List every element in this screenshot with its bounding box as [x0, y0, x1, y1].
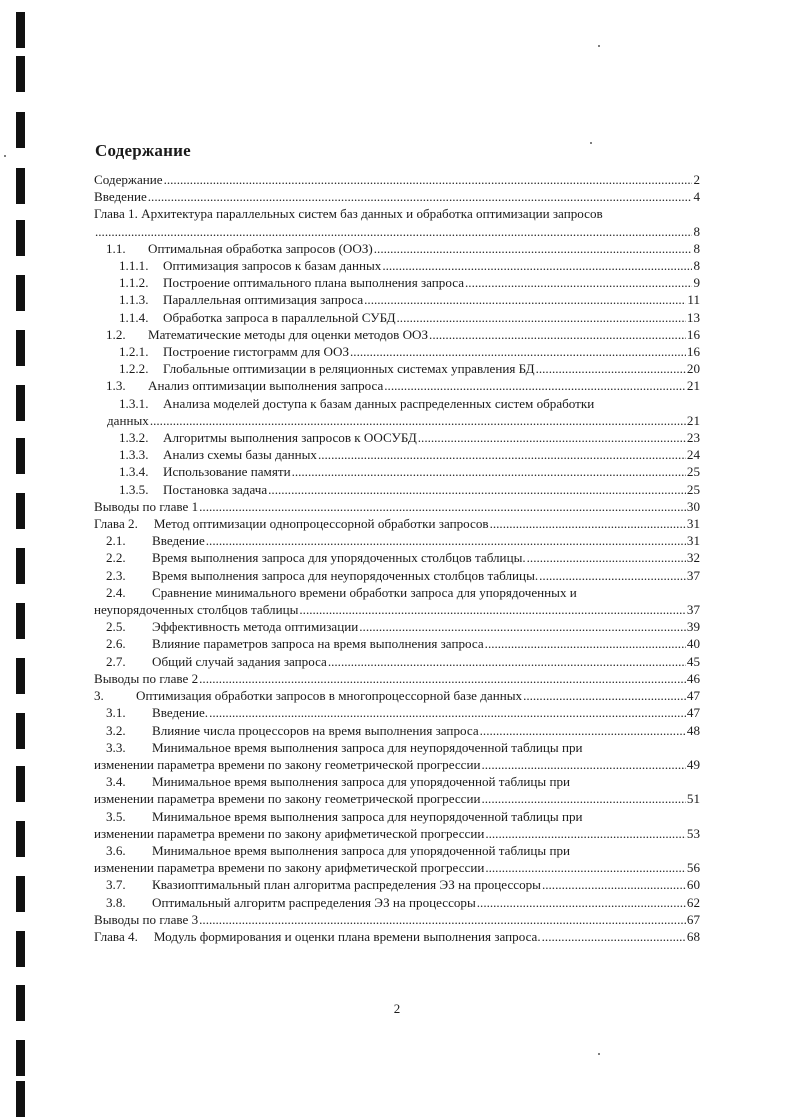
dot-leader	[418, 429, 686, 446]
scan-speck	[590, 142, 592, 144]
toc-entry-page: 8	[693, 240, 700, 256]
toc-entry[interactable]	[94, 842, 700, 876]
toc-entry-title: Влияние числа процессоров на время выполнения запроса	[152, 722, 479, 738]
toc-entry-title: Минимальное время выполнения запроса для упорядоченной таблицы при	[152, 774, 571, 790]
toc-entry[interactable]	[94, 722, 700, 739]
toc-entry-page: 30	[686, 498, 700, 514]
toc-entry-page: 31	[686, 516, 700, 532]
toc-entry-title: Минимальное время выполнения запроса для неупорядоченной таблицы при	[152, 808, 583, 824]
toc-entry-title: Анализа моделей доступа к базам данных распределенных систем обработки	[163, 395, 595, 411]
toc-entry-title: изменении параметра времени по закону геометрической прогрессии	[94, 756, 481, 772]
toc-entry-page: 21	[686, 378, 700, 394]
toc-entry-title: Оптимизация обработки запросов в многопроцессорной базе данных	[136, 688, 523, 704]
dot-leader	[536, 360, 686, 377]
dot-leader	[206, 532, 686, 549]
toc-entry[interactable]	[94, 171, 700, 188]
toc-entry-page: 4	[693, 189, 700, 205]
toc-entry-page: 13	[686, 309, 700, 325]
toc-entry[interactable]	[94, 309, 700, 326]
toc-entry-title: изменении параметра времени по закону геометрической прогрессии	[94, 791, 481, 807]
dot-leader	[485, 825, 686, 842]
toc-entry-page: 21	[686, 412, 700, 428]
toc-entry-number: 1.3.5.	[119, 481, 149, 497]
toc-entry-number: 3.3.	[106, 739, 126, 755]
toc-entry-title: Минимальное время выполнения запроса для неупорядоченной таблицы при	[152, 739, 583, 755]
toc-entry-page: 25	[686, 464, 700, 480]
toc-entry-page: 24	[686, 447, 700, 463]
toc-entry-number: 2.5.	[106, 619, 126, 635]
toc-entry-page: 16	[686, 326, 700, 342]
toc-entry[interactable]	[94, 326, 700, 343]
toc-entry-number: 1.3.3.	[119, 447, 149, 463]
toc-entry-title: Анализ оптимизации выполнения запроса	[148, 378, 384, 394]
toc-entry-title: Глава 1. Архитектура параллельных систем баз данных и обработка оптимизации запросов	[94, 206, 603, 222]
dot-leader	[292, 463, 686, 480]
toc-entry-number: 3.7.	[106, 877, 126, 893]
dot-leader	[527, 549, 686, 566]
toc-entry-title: Время выполнения запроса для неупорядоченных столбцов таблицы.	[152, 567, 539, 583]
toc-entry-title: Метод оптимизации однопроцессорной обработки запросов	[153, 516, 489, 532]
dot-leader	[482, 790, 686, 807]
toc-entry[interactable]	[94, 395, 700, 429]
toc-entry-page: 49	[686, 756, 700, 772]
toc-entry-title: Математические методы для оценки методов ООЗ	[148, 326, 429, 342]
toc-entry[interactable]	[94, 360, 700, 377]
toc-entry[interactable]	[94, 377, 700, 394]
toc-entry-page: 25	[686, 481, 700, 497]
toc-entry-title: изменении параметра времени по закону арифметической прогрессии	[94, 860, 485, 876]
toc-entry-number: 3.6.	[106, 842, 126, 858]
dot-leader	[485, 635, 686, 652]
toc-entry-title: Алгоритмы выполнения запросов к ООСУБД	[163, 430, 417, 446]
toc-entry-page: 47	[686, 688, 700, 704]
dot-leader	[465, 274, 692, 291]
dot-leader	[318, 446, 686, 463]
toc-entry-title: Анализ схемы базы данных	[163, 447, 317, 463]
page-number: 2	[393, 1001, 401, 1016]
dot-leader	[480, 722, 686, 739]
toc-entry[interactable]	[94, 808, 700, 842]
toc-entry-number: 1.2.1.	[119, 344, 149, 360]
toc-entry-page: 48	[686, 722, 700, 738]
toc-entry[interactable]	[94, 257, 700, 274]
dot-leader	[150, 412, 686, 429]
toc-entry-number: 1.3.	[106, 378, 126, 394]
toc-entry[interactable]	[94, 687, 700, 704]
dot-leader	[542, 928, 686, 945]
dot-leader	[539, 567, 686, 584]
toc-entry-number: 1.1.2.	[119, 275, 149, 291]
toc-entry-page: 60	[686, 877, 700, 893]
toc-entry[interactable]	[94, 463, 700, 480]
dot-leader	[268, 481, 686, 498]
toc-entry-page: 46	[686, 670, 700, 686]
toc-entry-title: Обработка запроса в параллельной СУБД	[163, 309, 396, 325]
toc-entry[interactable]	[94, 704, 700, 721]
toc-entry-number: 2.6.	[106, 636, 126, 652]
toc-entry-number: 2.1.	[106, 533, 126, 549]
toc-entry-title: Время выполнения запроса для упорядоченных столбцов таблицы.	[152, 550, 526, 566]
toc-entry[interactable]	[94, 670, 700, 687]
dot-leader	[299, 601, 686, 618]
toc-entry-number: 2.2.	[106, 550, 126, 566]
toc-entry-number: 1.1.	[106, 240, 126, 256]
toc-entry-title: Построение гистограмм для ООЗ	[163, 344, 350, 360]
dot-leader	[477, 894, 686, 911]
dot-leader	[164, 171, 693, 188]
dot-leader	[523, 687, 686, 704]
toc-entry-title: Введение.	[152, 705, 209, 721]
toc-entry-title: изменении параметра времени по закону арифметической прогрессии	[94, 825, 485, 841]
toc-entry-page: 45	[686, 653, 700, 669]
toc-entry-title: Модуль формирования и оценки плана времени выполнения запроса.	[153, 928, 541, 944]
toc-entry-number: 3.5.	[106, 808, 126, 824]
dot-leader	[374, 240, 693, 257]
toc-entry-number: 1.1.4.	[119, 309, 149, 325]
toc-entry[interactable]	[94, 481, 700, 498]
toc-entry-number: 2.3.	[106, 567, 126, 583]
toc-entry-page: 62	[686, 894, 700, 910]
toc-entry-number: 3.1.	[106, 705, 126, 721]
toc-entry-title: Оптимизация запросов к базам данных	[163, 258, 382, 274]
toc-entry-title: Выводы по главе 1	[94, 498, 199, 514]
toc-entry[interactable]	[94, 928, 700, 945]
toc-entry-number: 2.7.	[106, 653, 126, 669]
toc-entry-number: 1.1.1.	[119, 258, 149, 274]
toc-entry-page: 31	[686, 533, 700, 549]
dot-leader	[382, 257, 692, 274]
toc-entry-page: 40	[686, 636, 700, 652]
dot-leader	[397, 309, 686, 326]
toc-entry-title: Построение оптимального плана выполнения запроса	[163, 275, 465, 291]
toc-entry-page: 51	[686, 791, 700, 807]
toc-entry[interactable]	[94, 567, 700, 584]
dot-leader	[482, 756, 686, 773]
toc-entry[interactable]	[94, 274, 700, 291]
toc-entry-number: 1.3.1.	[119, 395, 149, 411]
toc-entry[interactable]	[94, 429, 700, 446]
toc-entry-page: 8	[693, 223, 700, 239]
toc-entry[interactable]	[94, 911, 700, 928]
dot-leader	[490, 515, 686, 532]
toc-entry-page: 16	[686, 344, 700, 360]
dot-leader	[429, 326, 686, 343]
toc-entry-number: 1.3.2.	[119, 430, 149, 446]
toc-entry-page: 23	[686, 430, 700, 446]
dot-leader	[199, 911, 686, 928]
toc-entry-number: 1.2.	[106, 326, 126, 342]
toc-entry-title: Глобальные оптимизации в реляционных системах управления БД	[163, 361, 535, 377]
toc-entry-page: 8	[693, 258, 700, 274]
toc-entry[interactable]	[94, 584, 700, 618]
toc-entry-title: Параллельная оптимизация запроса	[163, 292, 364, 308]
toc-entry-number: 2.4.	[106, 584, 126, 600]
toc-entry[interactable]	[94, 205, 700, 239]
dot-leader	[199, 670, 686, 687]
scan-speck	[598, 1053, 600, 1055]
toc-entry-title: Квазиоптимальный план алгоритма распределения ЭЗ на процессоры	[152, 877, 541, 893]
toc-entry-title: Введение	[152, 533, 205, 549]
toc-entry-page: 37	[686, 567, 700, 583]
toc-entry[interactable]	[94, 188, 700, 205]
toc-entry-title: Содержание	[94, 172, 163, 187]
toc-entry-title: Влияние параметров запроса на время выполнения запроса	[152, 636, 484, 652]
toc-entry-page: 2	[693, 172, 700, 187]
scan-speck	[598, 45, 600, 47]
toc-entry[interactable]	[94, 773, 700, 807]
dot-leader	[199, 498, 686, 515]
toc-entry-page: 67	[686, 911, 700, 927]
toc-entry-page: 37	[686, 602, 700, 618]
toc-entry-number: 1.1.3.	[119, 292, 149, 308]
toc-entry-page: 32	[686, 550, 700, 566]
toc-entry[interactable]	[94, 653, 700, 670]
toc-entry[interactable]	[94, 635, 700, 652]
dot-leader	[485, 859, 686, 876]
toc-entry-page: 11	[687, 292, 700, 308]
toc-entry-number: Глава 4.	[94, 928, 138, 944]
dot-leader	[364, 291, 686, 308]
dot-leader	[350, 343, 686, 360]
toc-entry-title: Постановка задача	[163, 481, 268, 497]
toc-entry[interactable]	[94, 876, 700, 893]
table-of-contents	[94, 171, 700, 945]
toc-entry-number: 1.3.4.	[119, 464, 149, 480]
toc-entry-title: Выводы по главе 3	[94, 911, 199, 927]
binding-holes	[16, 0, 26, 1117]
toc-entry-title: Оптимальная обработка запросов (ООЗ)	[148, 240, 373, 256]
toc-entry-page: 39	[686, 619, 700, 635]
toc-entry-title: Использование памяти	[163, 464, 291, 480]
toc-entry[interactable]	[94, 446, 700, 463]
toc-entry-page: 53	[686, 825, 700, 841]
toc-entry[interactable]	[94, 894, 700, 911]
toc-entry[interactable]	[94, 240, 700, 257]
toc-entry[interactable]	[94, 739, 700, 773]
page-title: Содержание	[95, 141, 191, 160]
toc-entry-page: 56	[686, 860, 700, 876]
toc-entry[interactable]	[94, 549, 700, 566]
toc-entry[interactable]	[94, 618, 700, 635]
toc-entry-title: неупорядоченных столбцов таблицы	[94, 602, 299, 618]
toc-entry[interactable]	[94, 515, 700, 532]
toc-entry-title: Оптимальный алгоритм распределения ЭЗ на процессоры	[152, 894, 476, 910]
dot-leader	[148, 188, 693, 205]
toc-entry-page: 47	[686, 705, 700, 721]
toc-entry-title: Сравнение минимального времени обработки запроса для упорядоченных и	[152, 584, 577, 600]
toc-entry-title: данных	[107, 412, 149, 428]
toc-entry-page: 68	[686, 928, 700, 944]
toc-entry-number: 3.4.	[106, 774, 126, 790]
toc-entry[interactable]	[94, 343, 700, 360]
toc-entry-number: 3.	[94, 688, 104, 704]
toc-entry-number: 1.2.2.	[119, 361, 149, 377]
toc-entry[interactable]	[94, 532, 700, 549]
toc-entry-number: 3.8.	[106, 894, 126, 910]
toc-entry-title: Выводы по главе 2	[94, 670, 199, 686]
dot-leader	[359, 618, 686, 635]
dot-leader	[95, 223, 692, 240]
toc-entry[interactable]	[94, 291, 700, 308]
dot-leader	[542, 876, 686, 893]
toc-entry-page: 9	[693, 275, 700, 291]
toc-entry-page: 20	[686, 361, 700, 377]
toc-entry-title: Минимальное время выполнения запроса для упорядоченной таблицы при	[152, 842, 571, 858]
toc-entry-title: Введение	[94, 189, 147, 205]
toc-entry-number: Глава 2.	[94, 516, 138, 532]
toc-entry-title: Общий случай задания запроса	[152, 653, 327, 669]
dot-leader	[384, 377, 686, 394]
dot-leader	[328, 653, 686, 670]
scan-speck	[4, 155, 6, 157]
toc-entry-title: Эффективность метода оптимизации	[152, 619, 359, 635]
toc-entry-number: 3.2.	[106, 722, 126, 738]
toc-entry[interactable]	[94, 498, 700, 515]
dot-leader	[209, 704, 686, 721]
